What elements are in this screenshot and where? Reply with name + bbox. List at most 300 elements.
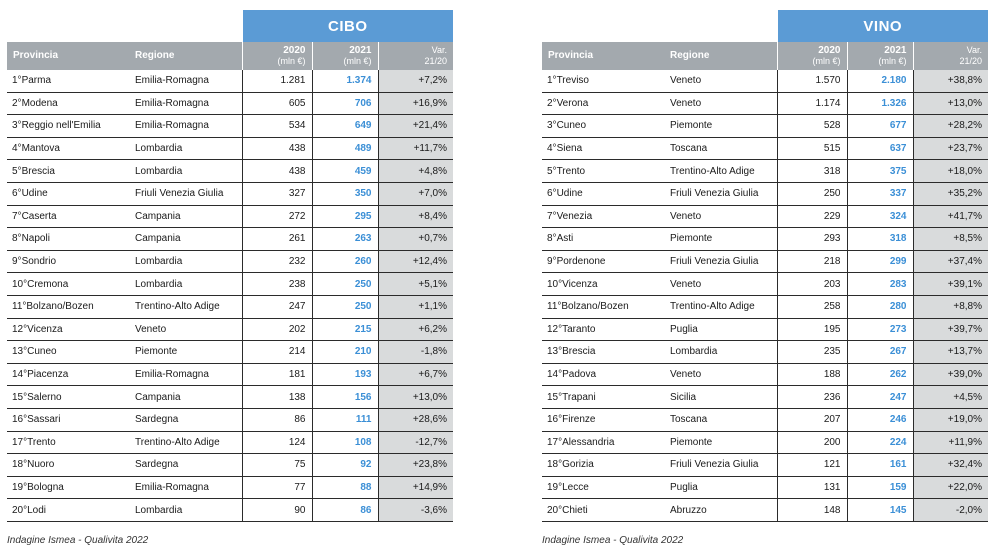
table-row (542, 341, 988, 364)
regione-cell: Emilia-Romagna (129, 70, 242, 92)
provincia-name: Caserta (21, 210, 57, 222)
variation-cell: -3,6% (378, 499, 453, 522)
variation-cell: +41,7% (913, 205, 988, 228)
regione-cell: Emilia-Romagna (129, 476, 242, 499)
provincia-cell (542, 160, 664, 183)
provincia-cell (7, 363, 129, 386)
value-2021-cell: 459 (312, 160, 378, 183)
value-2021-cell: 706 (312, 92, 378, 115)
regione-cell: Sardegna (129, 408, 242, 431)
provincia-cell (542, 363, 664, 386)
source-footnote: Indagine Ismea - Qualivita 2022 (542, 535, 684, 546)
table-row (7, 115, 453, 138)
provincia-cell (7, 205, 129, 228)
rank-label: 10° (12, 278, 28, 290)
value-2020-cell: 236 (777, 386, 847, 409)
rank-label: 4° (12, 143, 22, 155)
provincia-name: Mantova (21, 143, 60, 155)
provincia-name: Bolzano/Bozen (26, 301, 94, 313)
table-row (542, 318, 988, 341)
value-2021-cell: 86 (312, 499, 378, 522)
column-header-2021: 2021 (mln €) (847, 42, 913, 70)
regione-cell: Piemonte (664, 431, 777, 454)
rank-label: 9° (547, 256, 557, 268)
table-row (7, 363, 453, 386)
rank-label: 16° (12, 414, 28, 426)
provincia-cell (7, 137, 129, 160)
provincia-cell (542, 228, 664, 251)
provincia-cell (7, 115, 129, 138)
rank-label: 11° (12, 301, 27, 313)
provincia-cell (542, 476, 664, 499)
value-2021-cell: 283 (847, 273, 913, 296)
variation-cell: +21,4% (378, 115, 453, 138)
provincia-name: Salerno (27, 391, 62, 403)
rank-label: 6° (12, 188, 22, 200)
variation-cell: +18,0% (913, 160, 988, 183)
provincia-cell (542, 115, 664, 138)
provincia-cell (7, 408, 129, 431)
provincia-name: Modena (21, 97, 58, 109)
provincia-cell (542, 273, 664, 296)
table-row (7, 454, 453, 477)
variation-cell: +8,8% (913, 295, 988, 318)
provincia-cell (542, 205, 664, 228)
variation-cell: +11,7% (378, 137, 453, 160)
rank-label: 10° (547, 278, 563, 290)
value-2021-cell: 260 (312, 250, 378, 273)
rank-label: 7° (12, 210, 22, 222)
rank-label: 17° (12, 436, 28, 448)
value-2020-cell: 238 (242, 273, 312, 296)
regione-cell: Lombardia (129, 273, 242, 296)
value-2021-cell: 649 (312, 115, 378, 138)
regione-cell: Piemonte (664, 228, 777, 251)
provincia-name: Brescia (562, 346, 596, 358)
variation-cell: +19,0% (913, 408, 988, 431)
variation-cell: +37,4% (913, 250, 988, 273)
regione-cell: Emilia-Romagna (129, 92, 242, 115)
provincia-cell (542, 318, 664, 341)
rank-label: 13° (12, 346, 28, 358)
provincia-name: Nuoro (27, 459, 55, 471)
rank-label: 2° (547, 97, 557, 109)
rank-label: 11° (547, 301, 562, 313)
table-row (7, 205, 453, 228)
table-title: CIBO (242, 10, 453, 42)
provincia-name: Brescia (21, 165, 55, 177)
value-2020-cell: 261 (242, 228, 312, 251)
variation-cell: +39,1% (913, 273, 988, 296)
provincia-name: Taranto (562, 323, 596, 335)
rank-label: 7° (547, 210, 557, 222)
provincia-name: Firenze (562, 414, 596, 426)
value-2020-cell: 131 (777, 476, 847, 499)
value-2020-cell: 1.570 (777, 70, 847, 92)
regione-cell: Lombardia (129, 499, 242, 522)
rank-label: 4° (547, 143, 557, 155)
rank-label: 19° (547, 481, 563, 493)
table-row (542, 250, 988, 273)
rank-label: 20° (547, 504, 563, 516)
rank-label: 14° (12, 369, 28, 381)
value-2021-cell: 215 (312, 318, 378, 341)
regione-cell: Lombardia (129, 137, 242, 160)
value-2021-cell: 299 (847, 250, 913, 273)
value-2020-cell: 1.281 (242, 70, 312, 92)
variation-cell: +16,9% (378, 92, 453, 115)
value-2020-cell: 90 (242, 499, 312, 522)
variation-cell: +39,0% (913, 363, 988, 386)
value-2021-cell: 250 (312, 295, 378, 318)
table-row (542, 137, 988, 160)
regione-cell: Abruzzo (664, 499, 777, 522)
table-row (7, 137, 453, 160)
provincia-cell (542, 386, 664, 409)
value-2020-cell: 218 (777, 250, 847, 273)
regione-cell: Sardegna (129, 454, 242, 477)
rank-label: 12° (12, 323, 28, 335)
table-row (7, 341, 453, 364)
regione-cell: Lombardia (664, 341, 777, 364)
value-2020-cell: 1.174 (777, 92, 847, 115)
vino-panel (542, 10, 988, 522)
column-header-2021: 2021 (mln €) (312, 42, 378, 70)
value-2020-cell: 138 (242, 386, 312, 409)
value-2020-cell: 214 (242, 341, 312, 364)
value-2021-cell: 159 (847, 476, 913, 499)
regione-cell: Toscana (664, 137, 777, 160)
variation-cell: +38,8% (913, 70, 988, 92)
regione-cell: Lombardia (129, 250, 242, 273)
provincia-name: Parma (21, 75, 52, 87)
vino-table-body (542, 70, 988, 521)
regione-cell: Puglia (664, 476, 777, 499)
value-2021-cell: 246 (847, 408, 913, 431)
variation-cell: +7,0% (378, 182, 453, 205)
provincia-cell (7, 476, 129, 499)
provincia-name: Treviso (556, 75, 589, 87)
value-2020-cell: 272 (242, 205, 312, 228)
value-2020-cell: 605 (242, 92, 312, 115)
rank-label: 18° (12, 459, 28, 471)
variation-cell: +6,7% (378, 363, 453, 386)
value-2021-cell: 92 (312, 454, 378, 477)
table-row (542, 205, 988, 228)
provincia-name: Vicenza (562, 278, 598, 290)
value-2021-cell: 324 (847, 205, 913, 228)
variation-cell: -2,0% (913, 499, 988, 522)
rank-label: 5° (547, 165, 557, 177)
table-row (542, 228, 988, 251)
variation-cell: +14,9% (378, 476, 453, 499)
rank-label: 18° (547, 459, 563, 471)
provincia-cell (7, 160, 129, 183)
value-2020-cell: 515 (777, 137, 847, 160)
value-2020-cell: 258 (777, 295, 847, 318)
provincia-cell (7, 250, 129, 273)
variation-cell: +5,1% (378, 273, 453, 296)
variation-cell: +13,7% (913, 341, 988, 364)
value-2020-cell: 534 (242, 115, 312, 138)
provincia-name: Pordenone (556, 256, 606, 268)
provincia-name: Siena (556, 143, 583, 155)
provincia-cell (542, 137, 664, 160)
table-row (542, 431, 988, 454)
value-2021-cell: 193 (312, 363, 378, 386)
value-2021-cell: 273 (847, 318, 913, 341)
provincia-name: Cremona (27, 278, 69, 290)
rank-label: 17° (547, 436, 563, 448)
value-2020-cell: 250 (777, 182, 847, 205)
value-2021-cell: 161 (847, 454, 913, 477)
variation-cell: +1,1% (378, 295, 453, 318)
table-row (7, 92, 453, 115)
provincia-cell (7, 70, 129, 92)
value-2021-cell: 262 (847, 363, 913, 386)
regione-cell: Piemonte (664, 115, 777, 138)
value-2021-cell: 318 (847, 228, 913, 251)
variation-cell: +22,0% (913, 476, 988, 499)
variation-cell: +8,5% (913, 228, 988, 251)
table-row (542, 454, 988, 477)
provincia-name: Udine (556, 188, 583, 200)
value-2021-cell: 210 (312, 341, 378, 364)
provincia-cell (542, 250, 664, 273)
provincia-name: Verona (556, 97, 589, 109)
value-2020-cell: 200 (777, 431, 847, 454)
variation-cell: +4,8% (378, 160, 453, 183)
provincia-name: Lodi (27, 504, 47, 516)
source-footnote: Indagine Ismea - Qualivita 2022 (7, 535, 149, 546)
column-header-provincia: Provincia (7, 42, 129, 70)
provincia-cell (7, 454, 129, 477)
value-2020-cell: 438 (242, 137, 312, 160)
regione-cell: Veneto (664, 205, 777, 228)
variation-cell: +32,4% (913, 454, 988, 477)
provincia-name: Padova (562, 369, 597, 381)
rank-label: 5° (12, 165, 22, 177)
table-row (542, 386, 988, 409)
value-2020-cell: 75 (242, 454, 312, 477)
table-row (7, 182, 453, 205)
value-2020-cell: 188 (777, 363, 847, 386)
provincia-name: Vicenza (27, 323, 63, 335)
cibo-table-body (7, 70, 453, 521)
value-2021-cell: 263 (312, 228, 378, 251)
table-row (542, 408, 988, 431)
provincia-cell (7, 182, 129, 205)
table-row (7, 228, 453, 251)
provincia-cell (542, 431, 664, 454)
value-2021-cell: 489 (312, 137, 378, 160)
table-row (7, 318, 453, 341)
provincia-name: Bolzano/Bozen (561, 301, 629, 313)
regione-cell: Campania (129, 205, 242, 228)
table-row (7, 431, 453, 454)
cibo-panel (7, 10, 453, 522)
table-row (542, 363, 988, 386)
value-2021-cell: 224 (847, 431, 913, 454)
variation-cell: +6,2% (378, 318, 453, 341)
provincia-name: Asti (556, 233, 574, 245)
value-2020-cell: 195 (777, 318, 847, 341)
regione-cell: Friuli Venezia Giulia (664, 250, 777, 273)
provincia-name: Venezia (556, 210, 593, 222)
rank-label: 8° (547, 233, 557, 245)
value-2020-cell: 293 (777, 228, 847, 251)
table-row (7, 476, 453, 499)
value-2021-cell: 637 (847, 137, 913, 160)
provincia-name: Trento (27, 436, 56, 448)
table-row (7, 160, 453, 183)
table-row (542, 476, 988, 499)
variation-cell: -1,8% (378, 341, 453, 364)
table-row (542, 499, 988, 522)
provincia-cell (7, 318, 129, 341)
regione-cell: Veneto (664, 92, 777, 115)
provincia-cell (7, 228, 129, 251)
value-2020-cell: 77 (242, 476, 312, 499)
table-row (7, 273, 453, 296)
provincia-cell (7, 499, 129, 522)
rank-label: 20° (12, 504, 28, 516)
value-2020-cell: 232 (242, 250, 312, 273)
rank-label: 16° (547, 414, 563, 426)
value-2020-cell: 327 (242, 182, 312, 205)
regione-cell: Veneto (664, 363, 777, 386)
regione-cell: Friuli Venezia Giulia (664, 454, 777, 477)
value-2021-cell: 88 (312, 476, 378, 499)
provincia-name: Gorizia (562, 459, 594, 471)
provincia-cell (7, 431, 129, 454)
regione-cell: Trentino-Alto Adige (664, 160, 777, 183)
provincia-name: Cuneo (556, 120, 587, 132)
variation-cell: +39,7% (913, 318, 988, 341)
provincia-name: Cuneo (27, 346, 57, 358)
column-header-provincia: Provincia (542, 42, 664, 70)
provincia-cell (542, 92, 664, 115)
column-header-regione: Regione (664, 42, 777, 70)
provincia-name: Sassari (27, 414, 61, 426)
value-2021-cell: 337 (847, 182, 913, 205)
cibo-table (7, 10, 453, 522)
value-2021-cell: 250 (312, 273, 378, 296)
rank-label: 3° (547, 120, 557, 132)
variation-cell: +7,2% (378, 70, 453, 92)
provincia-cell (7, 386, 129, 409)
table-row (7, 250, 453, 273)
provincia-name: Chieti (562, 504, 588, 516)
vino-table (542, 10, 988, 522)
rank-label: 6° (547, 188, 557, 200)
rank-label: 15° (12, 391, 28, 403)
provincia-cell (7, 295, 129, 318)
provincia-name: Udine (21, 188, 48, 200)
regione-cell: Campania (129, 386, 242, 409)
provincia-cell (542, 295, 664, 318)
value-2020-cell: 121 (777, 454, 847, 477)
value-2020-cell: 235 (777, 341, 847, 364)
provincia-name: Napoli (21, 233, 50, 245)
provincia-cell (542, 182, 664, 205)
value-2021-cell: 156 (312, 386, 378, 409)
table-row (7, 70, 453, 92)
regione-cell: Trentino-Alto Adige (664, 295, 777, 318)
variation-cell: -12,7% (378, 431, 453, 454)
regione-cell: Toscana (664, 408, 777, 431)
provincia-name: Alessandria (562, 436, 615, 448)
provincia-cell (542, 341, 664, 364)
value-2020-cell: 202 (242, 318, 312, 341)
rank-label: 19° (12, 481, 28, 493)
table-title: VINO (777, 10, 988, 42)
variation-cell: +23,8% (378, 454, 453, 477)
value-2021-cell: 280 (847, 295, 913, 318)
value-2020-cell: 86 (242, 408, 312, 431)
variation-cell: +23,7% (913, 137, 988, 160)
value-2021-cell: 145 (847, 499, 913, 522)
rank-label: 12° (547, 323, 563, 335)
value-2020-cell: 528 (777, 115, 847, 138)
value-2021-cell: 1.374 (312, 70, 378, 92)
variation-cell: +8,4% (378, 205, 453, 228)
value-2020-cell: 148 (777, 499, 847, 522)
provincia-cell (7, 92, 129, 115)
variation-cell: +11,9% (913, 431, 988, 454)
regione-cell: Trentino-Alto Adige (129, 431, 242, 454)
variation-cell: +0,7% (378, 228, 453, 251)
rank-label: 8° (12, 233, 22, 245)
column-header-var: Var. 21/20 (913, 42, 988, 70)
regione-cell: Emilia-Romagna (129, 115, 242, 138)
provincia-cell (7, 273, 129, 296)
regione-cell: Piemonte (129, 341, 242, 364)
column-header-2020: 2020 (mln €) (777, 42, 847, 70)
table-row (542, 160, 988, 183)
value-2021-cell: 247 (847, 386, 913, 409)
value-2021-cell: 2.180 (847, 70, 913, 92)
value-2021-cell: 677 (847, 115, 913, 138)
table-row (542, 273, 988, 296)
table-row (7, 499, 453, 522)
variation-cell: +13,0% (378, 386, 453, 409)
table-row (7, 408, 453, 431)
provincia-cell (542, 408, 664, 431)
value-2021-cell: 1.326 (847, 92, 913, 115)
variation-cell: +13,0% (913, 92, 988, 115)
table-row (542, 295, 988, 318)
value-2020-cell: 438 (242, 160, 312, 183)
variation-cell: +28,2% (913, 115, 988, 138)
value-2021-cell: 295 (312, 205, 378, 228)
variation-cell: +4,5% (913, 386, 988, 409)
value-2021-cell: 267 (847, 341, 913, 364)
rank-label: 1° (547, 75, 557, 87)
column-header-2020: 2020 (mln €) (242, 42, 312, 70)
regione-cell: Sicilia (664, 386, 777, 409)
regione-cell: Veneto (664, 273, 777, 296)
table-row (542, 115, 988, 138)
table-row (7, 386, 453, 409)
value-2020-cell: 203 (777, 273, 847, 296)
rank-label: 9° (12, 256, 22, 268)
provincia-name: Trento (556, 165, 586, 177)
regione-cell: Lombardia (129, 160, 242, 183)
provincia-name: Reggio nell'Emilia (21, 120, 101, 132)
regione-cell: Veneto (664, 70, 777, 92)
value-2021-cell: 375 (847, 160, 913, 183)
